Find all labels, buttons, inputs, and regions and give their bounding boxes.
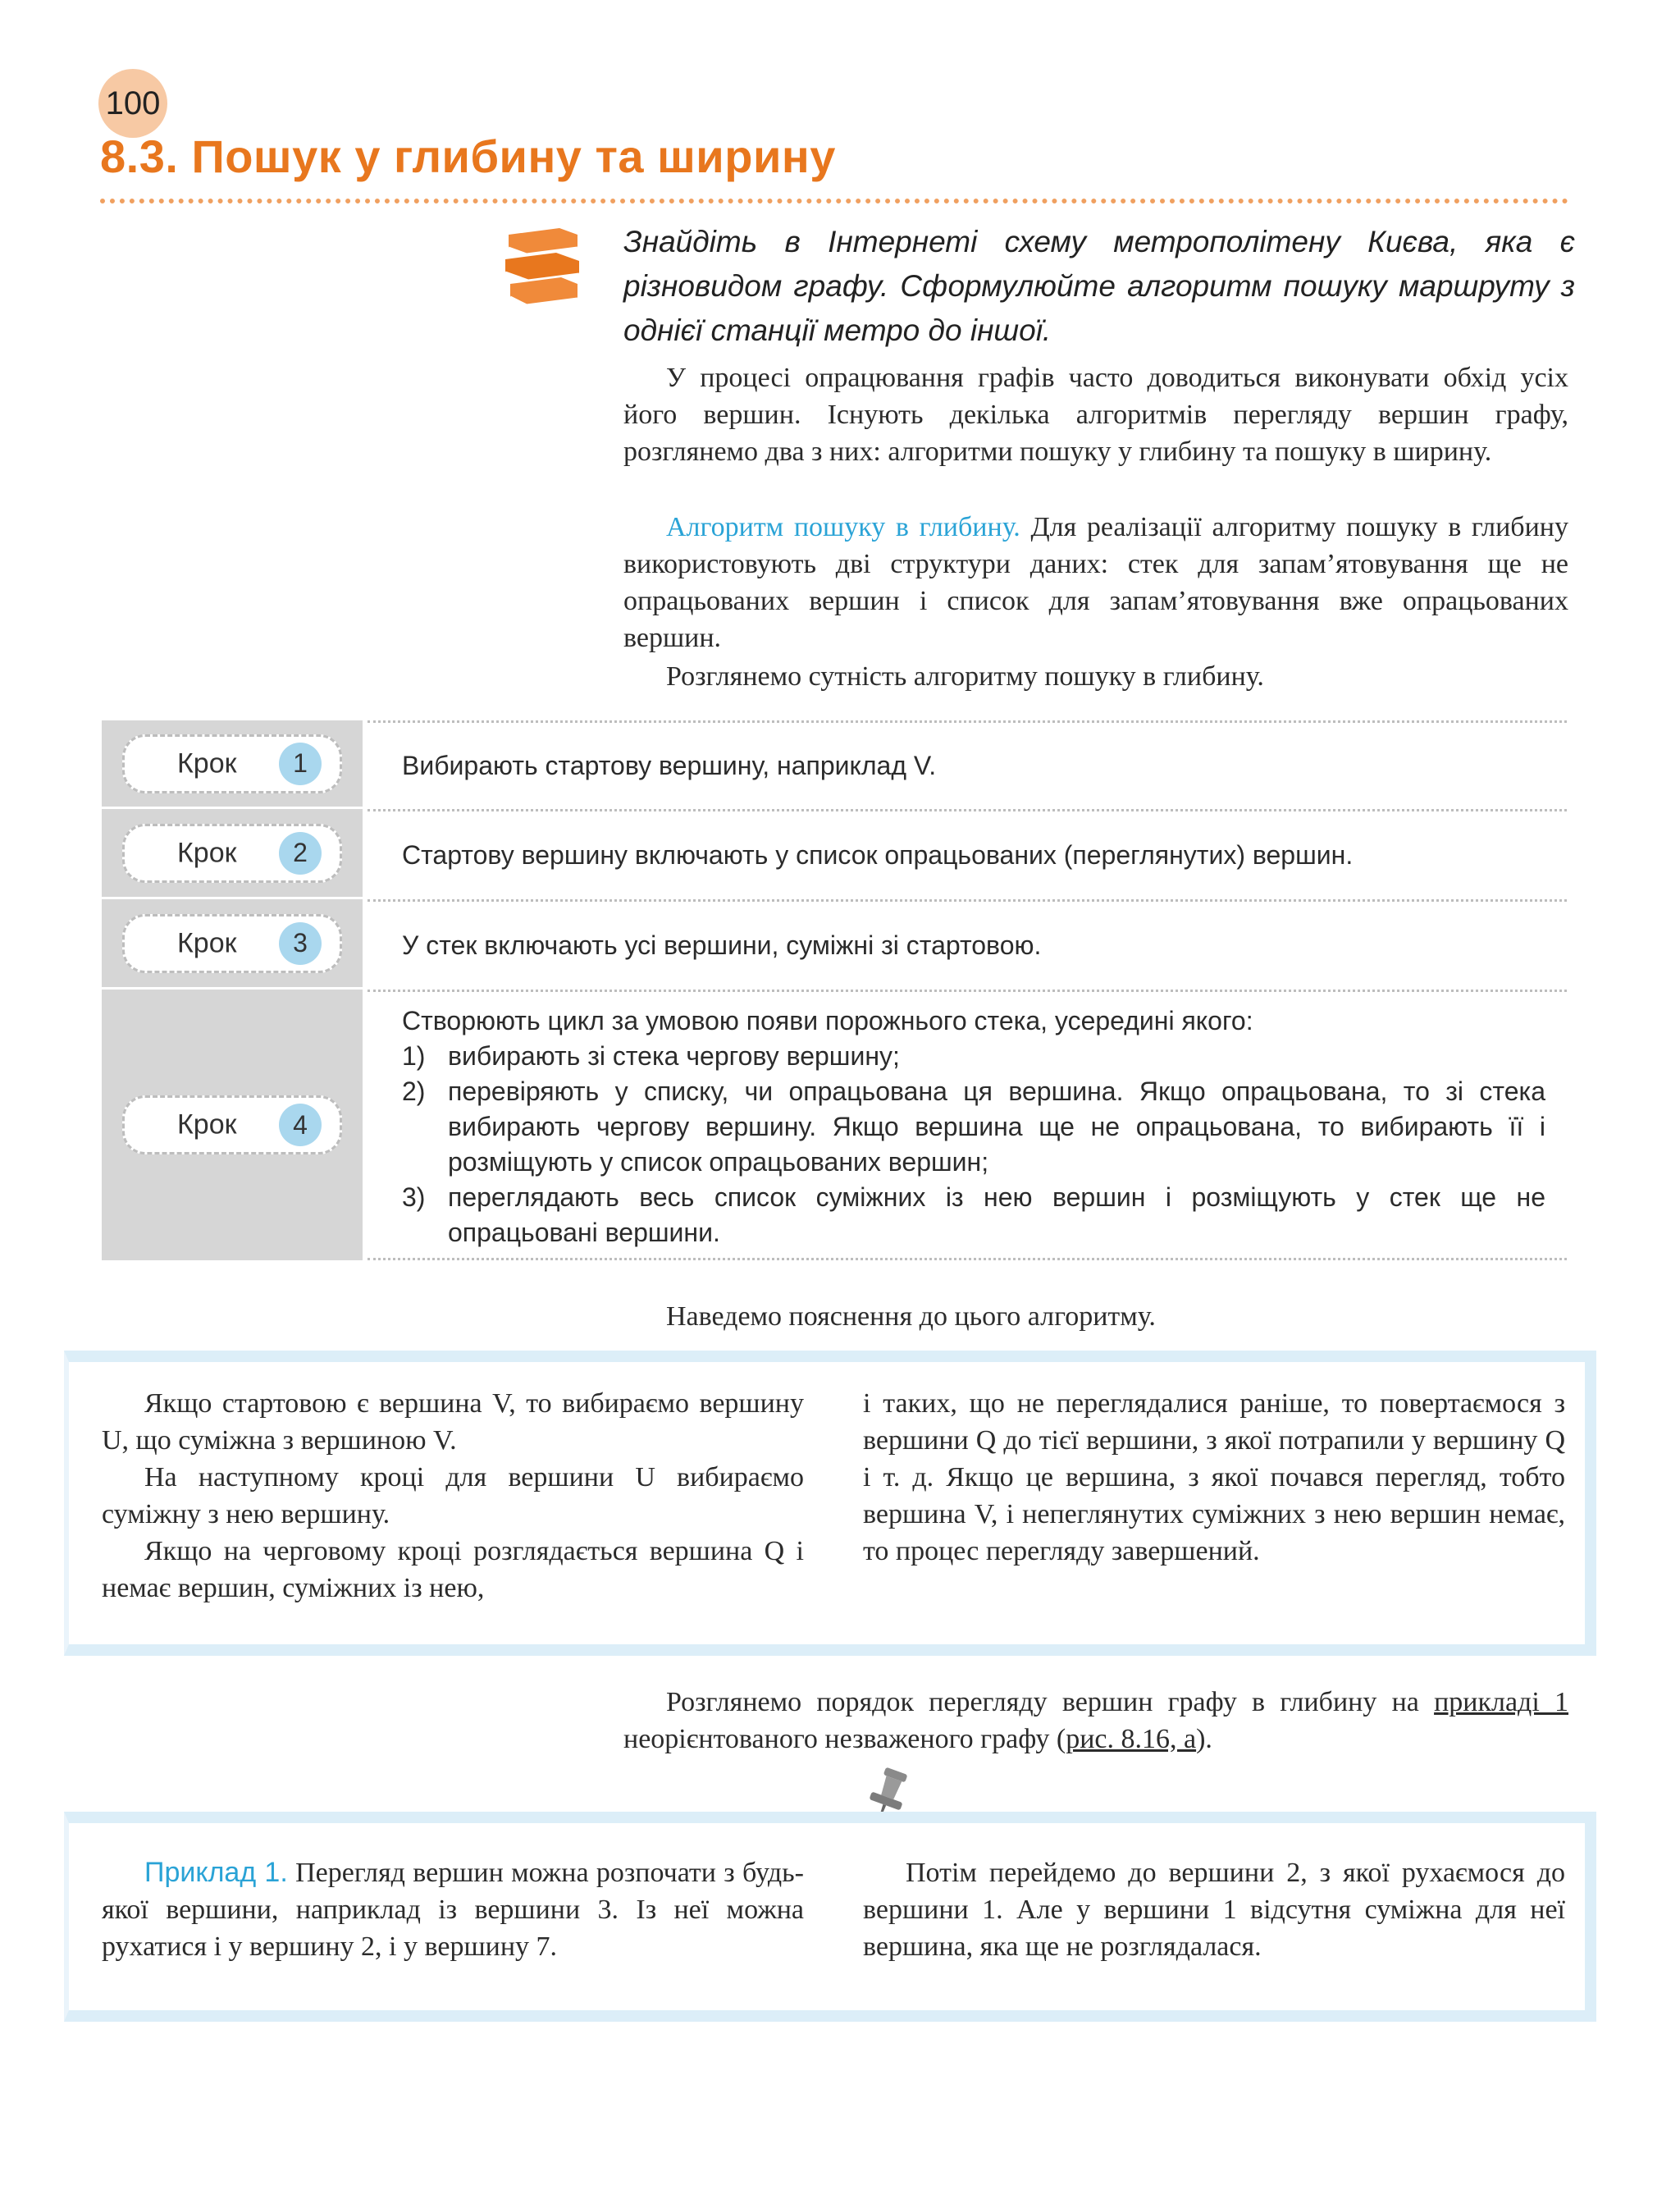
example-label: Приклад 1. bbox=[144, 1857, 288, 1888]
intro-paragraph-2-text: Для реалізації алгоритму пошуку в глибину використовують дві структури даних: стек для запам’ятовування ще не опрацьованих вершин і список для запам’ятовування вже опрацьованих вершин. bbox=[623, 512, 1569, 653]
example-link[interactable]: прикладі 1 bbox=[1434, 1687, 1568, 1717]
step-word: Крок bbox=[177, 837, 237, 868]
step-number-badge: 2 bbox=[279, 832, 322, 875]
explanation-right-column bbox=[863, 1385, 1565, 1570]
books-icon bbox=[502, 223, 584, 309]
step-row-3 bbox=[102, 899, 1567, 990]
step-number-badge: 3 bbox=[279, 922, 322, 965]
example-paragraph: Приклад 1. Перегляд вершин можна розпочати з будь-якої вершини, наприклад із вершини 3. Із неї можна рухатися і у вершину 2, і у вершину 7. bbox=[102, 1857, 804, 1962]
title-divider bbox=[100, 199, 1568, 203]
step-text: Стартову вершину включають у список опрацьованих (переглянутих) вершин. bbox=[368, 809, 1567, 899]
step-label-cell bbox=[102, 899, 363, 990]
step-4-list bbox=[402, 1039, 1545, 1250]
step-label-cell bbox=[102, 809, 363, 899]
example-right-column bbox=[863, 1854, 1565, 1965]
page-number: 100 bbox=[98, 69, 167, 138]
task-text: Знайдіть в Інтернеті схему метрополітену Києва, яка є різновидом графу. Сформулюйте алгоритм пошуку маршруту з однієї станції метро до іншої. bbox=[623, 225, 1575, 347]
list-item: 3) переглядають весь список суміжних із нею вершин і розміщують у стек ще не опрацьовані вершини. bbox=[402, 1182, 1545, 1247]
step-label-cell bbox=[102, 720, 363, 809]
step-word: Крок bbox=[177, 747, 237, 779]
step-pill bbox=[122, 1095, 342, 1154]
example-paragraph: Потім перейдемо до вершини 2, з якої рухаємося до вершини 1. Але у вершини 1 відсутня суміжна для неї вершина, яка ще не розглядалася. bbox=[863, 1858, 1565, 1962]
step-word: Крок bbox=[177, 1108, 237, 1140]
step-pill bbox=[122, 734, 342, 793]
step-text bbox=[368, 990, 1567, 1260]
list-item: 1) вибирають зі стека чергову вершину; bbox=[402, 1041, 900, 1071]
explain-intro: Наведемо пояснення до цього алгоритму. bbox=[666, 1301, 1156, 1332]
example-reference: Розглянемо порядок перегляду вершин графу в глибину на прикладі 1 неорієнтованого незваженого графу (рис. 8.16, а). bbox=[623, 1687, 1568, 1754]
step-word: Крок bbox=[177, 927, 237, 958]
list-item: 2) перевіряють у списку, чи опрацьована ця вершина. Якщо опрацьована, то зі стека вибирають чергову вершину. Якщо вершина ще не опрацьована, то вибирають її і розміщують у список опрацьованих вершин; bbox=[402, 1077, 1545, 1177]
explanation-paragraph: Якщо на черговому кроці розглядається вершина Q і немає вершин, суміжних із нею, bbox=[102, 1536, 804, 1603]
explanation-paragraph: і таких, що не переглядалися раніше, то повертаємося з вершини Q до тієї вершини, з якої потрапили у вершину Q і т. д. Якщо це вершина, з якої почався перегляд, тобто вершина V, і непеглянутих суміжних з нею вершин немає, то процес перегляду завершений. bbox=[863, 1388, 1565, 1566]
intro-paragraph-2 bbox=[623, 509, 1568, 656]
step-number-badge: 1 bbox=[279, 743, 322, 785]
explanation-paragraph: Якщо стартовою є вершина V, то вибираємо вершину U, що суміжна з вершиною V. bbox=[102, 1388, 804, 1456]
algorithm-heading: Алгоритм пошуку в глибину. bbox=[666, 512, 1020, 542]
figure-link[interactable]: рис. 8.16, а bbox=[1066, 1724, 1197, 1754]
step-text: Вибирають стартову вершину, наприклад V. bbox=[368, 720, 1567, 809]
intro-paragraph-1: У процесі опрацювання графів часто доводиться виконувати обхід усіх його вершин. Існують декілька алгоритмів перегляду вершин графу, розглянемо два з них: алгоритми пошуку у глибину та пошуку в ширину. bbox=[623, 363, 1568, 467]
example-left-column bbox=[102, 1854, 804, 1965]
step-pill bbox=[122, 824, 342, 883]
step-4-intro: Створюють цикл за умовою появи порожнього стека, усередині якого: bbox=[402, 1006, 1253, 1035]
step-row-4 bbox=[102, 990, 1567, 1260]
section-title: 8.3. Пошук у глибину та ширину bbox=[100, 130, 836, 182]
step-number-badge: 4 bbox=[279, 1104, 322, 1146]
step-row-1 bbox=[102, 720, 1567, 809]
intro-paragraph-3: Розглянемо сутність алгоритму пошуку в глибину. bbox=[666, 661, 1264, 692]
step-row-2 bbox=[102, 809, 1567, 899]
step-text: У стек включають усі вершини, суміжні зі стартовою. bbox=[368, 899, 1567, 990]
steps-table bbox=[102, 720, 1567, 1260]
step-pill bbox=[122, 914, 342, 973]
explanation-left-column bbox=[102, 1385, 804, 1607]
step-label-cell bbox=[102, 990, 363, 1260]
explanation-paragraph: На наступному кроці для вершини U вибираємо суміжну з нею вершину. bbox=[102, 1462, 804, 1529]
